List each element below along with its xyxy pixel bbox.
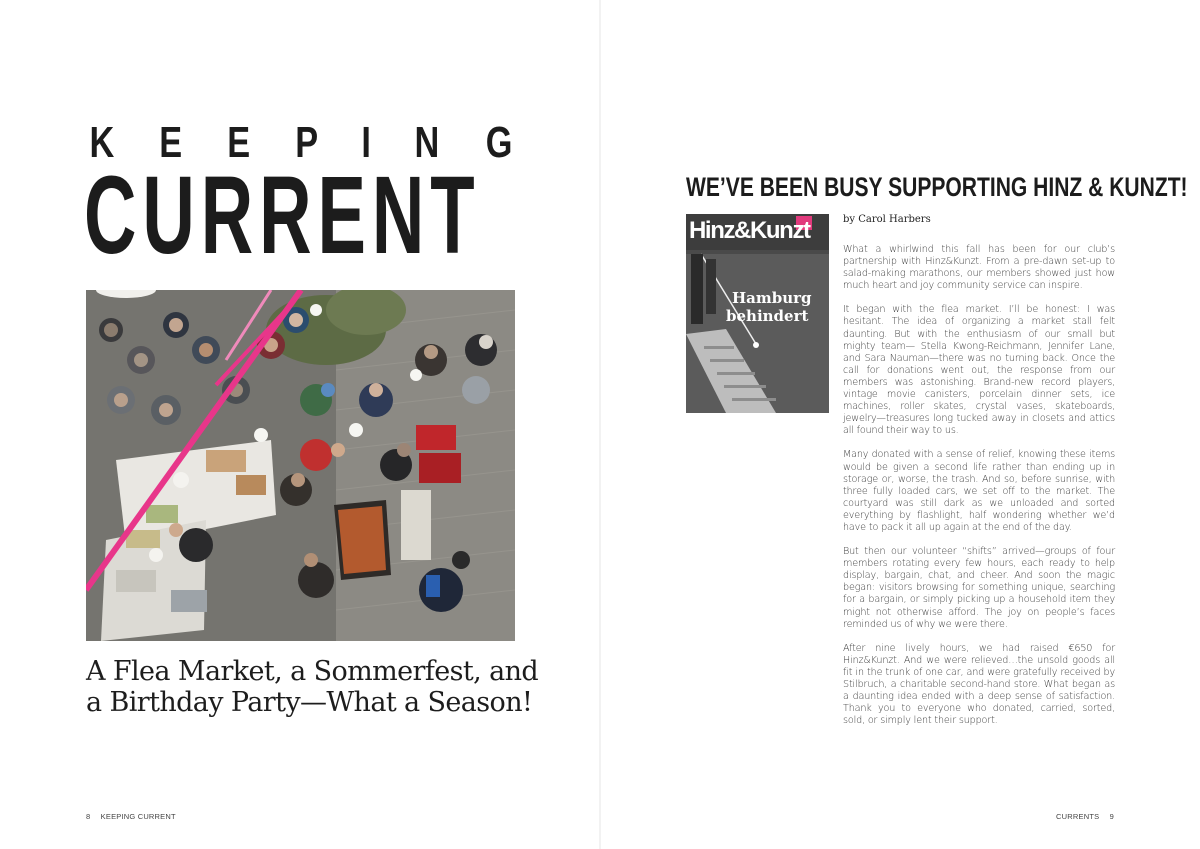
magazine-cover-image <box>686 214 829 413</box>
page-number: 8 <box>86 812 91 821</box>
kicker-letter: N <box>414 118 440 167</box>
headline-line: a Birthday Party—What a Season! <box>86 687 533 718</box>
feature-headline <box>86 656 539 718</box>
article-paragraph: What a whirlwind this fall has been for our club’s partnership with Hinz&Kunzt. From a pre-dawn set-up to salad-making marathons, our members showed just how much heart and joy community service can inspire. <box>843 244 1115 292</box>
cover-headline-line: Hamburg <box>732 289 812 307</box>
article-body <box>843 244 1115 739</box>
page-number: 9 <box>1109 812 1114 821</box>
byline: by Carol Harbers <box>843 214 931 225</box>
cover-brand: Hinz&Kunzt <box>689 217 810 244</box>
kicker-letter: K <box>89 118 115 167</box>
event-photo <box>86 290 515 641</box>
kicker-letter: G <box>485 118 513 167</box>
kicker-letter: E <box>227 118 251 167</box>
kicker-letter: E <box>159 118 183 167</box>
folio-label: KEEPING CURRENT <box>100 812 176 821</box>
page-gutter <box>599 0 601 849</box>
headline-line: A Flea Market, a Sommerfest, and <box>86 656 539 687</box>
article-paragraph: Many donated with a sense of relief, knowing these items would be given a second life rather than ending up in storage or, worse, the trash. And so, before sunrise, with three fully loaded cars, we set off to the market. The courtyard was still dark as we unloaded and sorted everything by flashlight, half wondering whether we’d have to pack it all up again at the end of the day. <box>843 449 1115 533</box>
article-title: WE’VE BEEN BUSY SUPPORTING HINZ & KUNZT! <box>686 172 1188 202</box>
cover-headline-line: behindert <box>726 307 809 325</box>
article-paragraph: After nine lively hours, we had raised €650 for Hinz&Kunzt. And we were relieved…the unsold goods all fit in the trunk of one car, and were gratefully received by Stilbruch, a charitable second-hand store. What began as a daunting idea ended with a deep sense of satisfaction. Thank you to everyone who donated, carried, sorted, sold, or simply lent their support. <box>843 642 1115 727</box>
section-masthead: CURRENT <box>84 154 481 277</box>
folio-left <box>86 812 176 821</box>
article-paragraph: But then our volunteer “shifts” arrived—groups of four members rotating every few hours, each ready to help display, bargain, chat, and cheer. And soon the magic began: visitors browsing for something unique, searching for a bargain, or simply picking up a household item they might not otherwise afford. The joy on people’s faces reminded us of why we were there. <box>843 546 1115 630</box>
article-paragraph: It began with the flea market. I’ll be honest: I was hesitant. The idea of organizing a market stall felt daunting. But with the enthusiasm of our small but mighty team— Stella Kwong-Reichmann, Jennifer Lane, and Sara Nauman—there was no turning back. Once the call for donations went out, the response from our members was astonishing. Brand-new record players, vintage movie canisters, porcelain dinner sets, ice machines, roller skates, crystal vases, skateboards, jewelry—treasures long tucked away in closets and attics all found their way to us. <box>843 304 1115 437</box>
kicker-letter: I <box>361 118 372 167</box>
kicker-letter: P <box>295 118 319 167</box>
folio-right <box>1056 812 1114 821</box>
folio-label: CURRENTS <box>1056 812 1100 821</box>
